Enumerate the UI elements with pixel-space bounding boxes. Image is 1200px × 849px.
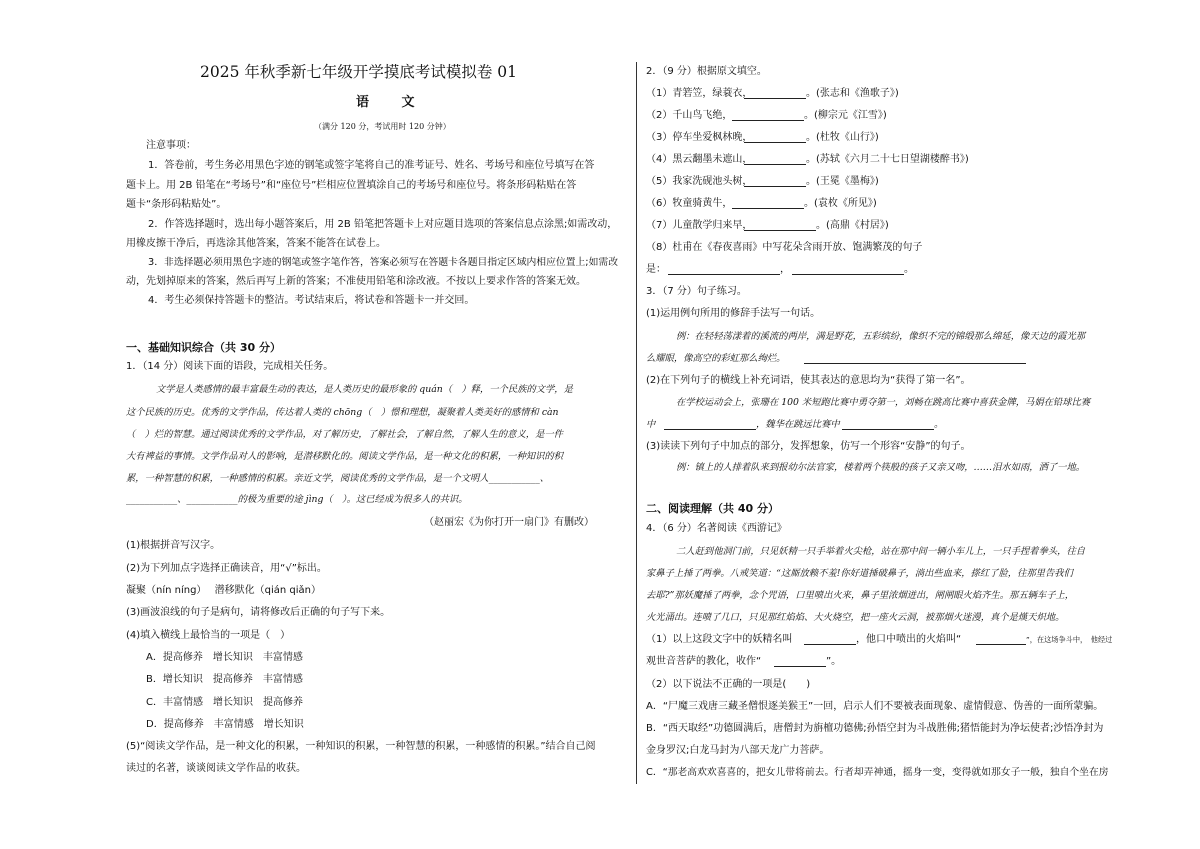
answer-blank[interactable]	[804, 363, 1026, 364]
note-line: 题卡上。用 2B 铅笔在“考场号”和“座位号”栏相应位置填涂自己的考场号和座位号。将条形码粘贴在答	[126, 180, 577, 191]
fill-item-label: （6）牧童骑黄牛，	[646, 198, 733, 209]
question-title: 4．（6 分）名著阅读《西游记》	[646, 523, 787, 534]
fill-item-label: （4）黑云翻墨未遮山，	[646, 154, 753, 165]
pinyin-choices: 凝聚（nín níng） 潜移默化（qián qiǎn）	[126, 585, 321, 596]
answer-blank[interactable]	[842, 429, 934, 430]
fill-item-tail: 。(王冕《墨梅》)	[806, 176, 879, 187]
notes-heading: 注意事项：	[146, 140, 196, 151]
example-line: 中	[646, 419, 656, 430]
sub-question: 观世音菩萨的教化，收作“	[646, 656, 762, 667]
exam-title: 2025 年秋季新七年级开学摸底考试模拟卷 01	[200, 63, 518, 81]
fill-item-label: （8）杜甫在《春夜喜雨》中写花朵含雨开放、饱满繁茂的句子	[646, 242, 923, 253]
passage-line: 二人赶到他洞门前，只见妖精一只手举着火尖枪，站在那中间一辆小车儿上，一只手捏着拳头，往自	[676, 546, 1086, 557]
section-heading: 二、阅读理解（共 40 分）	[646, 502, 779, 515]
fill-item-tail: 。(杜牧《山行》)	[806, 132, 879, 143]
example-line: 例：在轻轻荡漾着的溪流的两岸，满是野花，五彩缤纷，像织不完的锦缎那么绵延，像天边的霞光那	[676, 331, 1086, 342]
sub-question: (3)读读下列句子中加点的部分，发挥想象，仿写一个形容“安静”的句子。	[646, 441, 971, 452]
note-line: 4．考生必须保持答题卡的整洁。考试结束后，将试卷和答题卡一并交回。	[148, 295, 475, 306]
passage-line: 文学是人类感情的最丰富最生动的表达，是人类历史的最形象的 quán（ ）释，一个民族的文学，是	[156, 384, 573, 395]
example-line: 么耀眼，像高空的彩虹那么绚烂。	[646, 353, 786, 364]
sub-question: (4)填入横线上最恰当的一项是（ ）	[126, 630, 291, 641]
answer-blank[interactable]	[774, 666, 826, 667]
sub-question: (2)为下列加点字选择正确读音，用“√”标出。	[126, 563, 327, 574]
option: C．丰富情感 增长知识 提高修养	[146, 697, 303, 708]
sub-question: (2)在下列句子的横线上补充词语，使其表达的意思均为“获得了第一名”。	[646, 375, 971, 386]
section-heading: 一、基础知识综合（共 30 分）	[126, 341, 281, 354]
fill-item-label: （2）千山鸟飞绝，	[646, 110, 733, 121]
answer-blank[interactable]	[664, 429, 756, 430]
example-line: 。	[934, 419, 944, 430]
question-title: 3．（7 分）句子练习。	[646, 286, 747, 297]
answer-blank[interactable]	[668, 274, 780, 275]
fill-item-label: （5）我家洗砚池头树，	[646, 176, 753, 187]
sub-question: ”。	[826, 656, 842, 667]
passage-line: 累，一种智慧的积累，一种感情的积累。亲近文学，阅读优秀的文学作品，是一个文明人___________、	[126, 473, 550, 484]
sub-question: （2）以下说法不正确的一项是( )	[646, 679, 811, 690]
left-column	[126, 0, 626, 849]
answer-prefix: 是：	[646, 264, 666, 275]
passage-line: ___________、___________的极为重要的途 jìng（ ）。这已经成为很多人的共识。	[126, 494, 468, 505]
fill-item-label: （1）青箬笠，绿蓑衣，	[646, 88, 753, 99]
option: A．提高修养 增长知识 丰富情感	[146, 652, 303, 663]
fill-item-label: （3）停车坐爱枫林晚，	[646, 132, 753, 143]
option: B．增长知识 提高修养 丰富情感	[146, 674, 303, 685]
sub-question: (1)根据拼音写汉字。	[126, 540, 221, 551]
sub-question: 读过的名著，谈谈阅读文学作品的收获。	[126, 763, 306, 774]
sub-question: ”，在这场争斗中， 他经过	[1026, 635, 1113, 644]
note-line: 2．作答选择题时，选出每小题答案后，用 2B 铅笔把答题卡上对应题目选项的答案信息点涂黑;如需改动，	[148, 219, 618, 230]
answer-blank[interactable]	[744, 164, 806, 165]
passage-line: 这个民族的历史。优秀的文学作品，传达着人类的 chōng（ ）憬和理想，凝聚着人类美好的感情和 càn	[126, 407, 559, 418]
column-divider	[636, 62, 637, 784]
option: C．“那老高欢欢喜喜的，把女儿带将前去。行者却弄神通，摇身一变，变得就如那女子一般，独自个坐在房	[646, 767, 1109, 778]
option: D．提高修养 丰富情感 增长知识	[146, 719, 304, 730]
note-line: 用橡皮擦干净后，再选涂其他答案，答案不能答在试卷上。	[126, 238, 386, 249]
example-line: 例：镇上的人排着队来到报幼尔法官家，楼着两个筷般的孩子又亲又吻，……泪水如雨，洒了一地。	[676, 462, 1086, 473]
answer-blank[interactable]	[744, 230, 816, 231]
passage-line: 家鼻子上捶了两拳。八戒笑道：“这厮放赖不羞!你好道捶破鼻子，淌出些血来，搽红了脸，往那里告我们	[646, 568, 1073, 579]
question-title: 1．（14 分）阅读下面的语段，完成相关任务。	[126, 361, 334, 372]
sub-question: (1)运用例句所用的修辞手法写一句话。	[646, 308, 821, 319]
question-title: 2．（9 分）根据原文填空。	[646, 66, 767, 77]
subject-title: 语 文	[356, 95, 429, 110]
sub-question: （1）以上这段文字中的妖精名叫	[646, 634, 793, 645]
note-line: 1．答卷前，考生务必用黑色字迹的钢笔或签字笔将自己的准考证号、姓名、考场号和座位号填写在答	[148, 160, 595, 171]
option: 金身罗汉;白龙马封为八部天龙广力菩萨。	[646, 745, 830, 756]
right-column	[646, 0, 1114, 849]
answer-blank[interactable]	[744, 186, 806, 187]
note-line: 3．非选择题必须用黑色字迹的钢笔或签字笔作答，答案必须写在答题卡各题目指定区域内相应位置上;如需改	[148, 257, 618, 268]
fill-item-tail: 。(柳宗元《江雪》)	[804, 110, 887, 121]
answer-end: 。	[904, 264, 914, 275]
answer-blank[interactable]	[744, 98, 806, 99]
note-line: 动，先划掉原来的答案，然后再写上新的答案；不准使用铅笔和涂改液。不按以上要求作答的答案无效。	[126, 276, 586, 287]
answer-blank[interactable]	[804, 644, 856, 645]
passage-line: 去耶?”那妖魔捶了两拳，念个咒语，口里喷出火来，鼻子里浓烟迸出，闸闸眼火焰齐生。那五辆车子上，	[646, 590, 1075, 601]
fill-item-tail: 。(袁枚《所见》)	[804, 198, 877, 209]
option: A．“尸魔三戏唐三藏圣僧恨逐美猴王”一回，启示人们不要被表面现象、虚情假意、伪善的一面所蒙骗。	[646, 701, 1104, 712]
fill-item-tail: 。(张志和《渔歌子》)	[806, 88, 899, 99]
passage-line: 火光涌出。连喷了几口，只见那红焰焰、大火烧空，把一座火云洞，被那烟火迷漫，真个是熯天炽地。	[646, 612, 1065, 623]
note-line: 题卡“条形码粘贴处”。	[126, 199, 227, 210]
option: B．“西天取经”功德圆满后，唐僧封为旃檀功德佛;孙悟空封为斗战胜佛;猪悟能封为净坛使者;沙悟净封为	[646, 723, 1104, 734]
example-line: ，魏华在跳远比赛中	[756, 419, 840, 430]
answer-blank[interactable]	[976, 644, 1026, 645]
answer-blank[interactable]	[792, 274, 904, 275]
sub-question: ，他口中喷出的火焰叫“	[856, 634, 962, 645]
sub-question: (5)“阅读文学作品，是一种文化的积累，一种知识的积累，一种智慧的积累，一种感情的积累。”结合自己阅	[126, 741, 596, 752]
example-line: 在学校运动会上，张珊在 100 米短跑比赛中勇夺第一，刘畅在跳高比赛中喜获金牌，马娟在铅球比赛	[676, 397, 1091, 408]
source-citation: （赵丽宏《为你打开一扇门》有删改）	[424, 517, 594, 528]
fill-item-tail: 。(高鼎《村居》)	[816, 220, 889, 231]
answer-blank[interactable]	[744, 142, 806, 143]
fill-item-tail: 。(苏轼《六月二十七日望湖楼醉书》)	[806, 154, 969, 165]
answer-comma: ，	[780, 264, 790, 275]
fill-item-label: （7）儿童散学归来早，	[646, 220, 753, 231]
score-note: （满分 120 分，考试用时 120 分钟）	[314, 122, 451, 131]
answer-blank[interactable]	[732, 120, 804, 121]
passage-line: （ ）烂的智慧。通过阅读优秀的文学作品，对了解历史，了解社会，了解自然，了解人生的意义，是一件	[126, 429, 563, 440]
passage-line: 大有裨益的事情。文学作品对人的影响，是潜移默化的。阅读文学作品，是一种文化的积累，一种知识的积	[126, 451, 563, 462]
sub-question: (3)画波浪线的句子是病句，请将修改后正确的句子写下来。	[126, 607, 391, 618]
answer-blank[interactable]	[732, 208, 804, 209]
